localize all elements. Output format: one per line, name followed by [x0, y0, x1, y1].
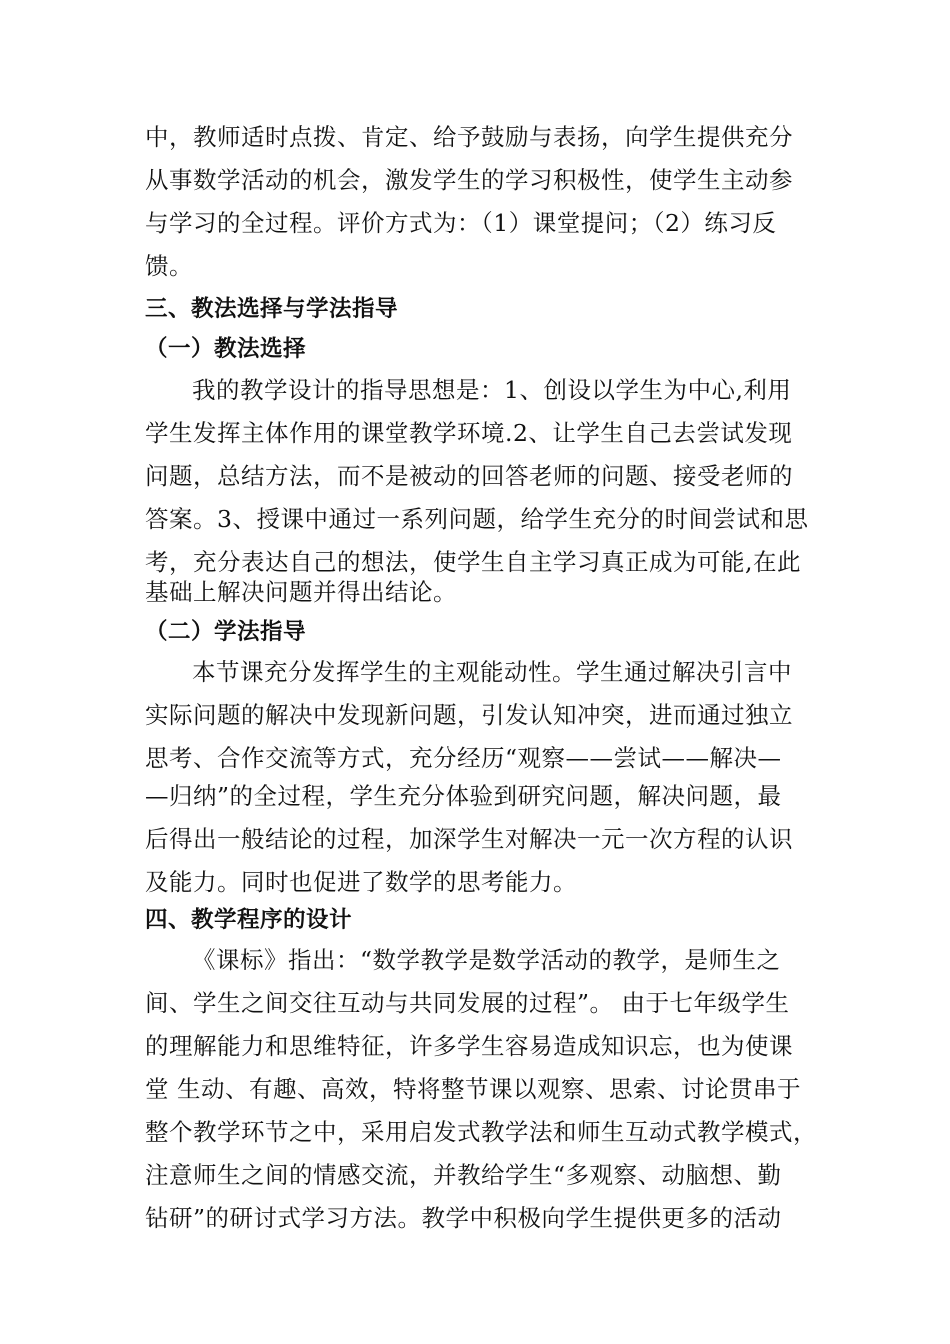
paragraph-line: 间、学生之间交往互动与共同发展的过程”。 由于七年级学生 — [145, 989, 790, 1017]
paragraph-line: 后得出一般结论的过程，加深学生对解决一元一次方程的认识 — [145, 825, 793, 853]
paragraph-line: 中，教师适时点拨、肯定、给予鼓励与表扬，向学生提供充分 — [145, 123, 793, 151]
paragraph-line: 及能力。同时也促进了数学的思考能力。 — [145, 868, 577, 896]
paragraph-line: 从事数学活动的机会，激发学生的学习积极性，使学生主动参 — [145, 166, 793, 194]
paragraph-line: 整个教学环节之中，采用启发式教学法和师生互动式教学模式， — [145, 1118, 817, 1146]
section-heading-4: 四、教学程序的设计 — [145, 907, 353, 933]
paragraph-line: 本节课充分发挥学生的主观能动性。学生通过解决引言中 — [192, 658, 792, 686]
section-heading-3: 三、教法选择与学法指导 — [145, 296, 399, 322]
paragraph-line: 注意师生之间的情感交流，并教给学生“多观察、动脑想、勤 — [145, 1161, 782, 1189]
paragraph-line: 问题，总结方法，而不是被动的回答老师的问题、接受老师的 — [145, 462, 793, 490]
paragraph-line: 馈。 — [145, 252, 193, 280]
paragraph-line: 答案。3、授课中通过一系列问题，给学生充分的时间尝试和思 — [145, 505, 809, 533]
paragraph-line: 《课标》指出：“数学教学是数学活动的教学，是师生之 — [192, 946, 781, 974]
paragraph-line: 的理解能力和思维特征，许多学生容易造成知识忘，也为使课 — [145, 1032, 793, 1060]
paragraph-line: 学生发挥主体作用的课堂教学环境.2、让学生自己去尝试发现 — [145, 419, 793, 447]
paragraph-line: 钻研”的研讨式学习方法。教学中积极向学生提供更多的活动 — [145, 1204, 782, 1232]
paragraph-line: 我的教学设计的指导思想是：1、创设以学生为中心,利用 — [192, 376, 792, 404]
subsection-heading-teaching-method: （一）教法选择 — [145, 336, 307, 362]
paragraph-line: 实际问题的解决中发现新问题，引发认知冲突，进而通过独立 — [145, 701, 793, 729]
paragraph-line: —归纳”的全过程，学生充分体验到研究问题，解决问题，最 — [145, 782, 782, 810]
paragraph-line: 与学习的全过程。评价方式为：（1）课堂提问；（2）练习反 — [145, 209, 777, 237]
subsection-heading-learning-method: （二）学法指导 — [145, 619, 307, 645]
paragraph-line: 基础上解决问题并得出结论。 — [145, 578, 457, 606]
paragraph-line: 思考、合作交流等方式，充分经历“观察——尝试——解决— — [145, 744, 782, 772]
paragraph-line: 堂 生动、有趣、高效，特将整节课以观察、思索、讨论贯串于 — [145, 1075, 801, 1103]
paragraph-line: 考，充分表达自己的想法，使学生自主学习真正成为可能,在此 — [145, 548, 801, 576]
